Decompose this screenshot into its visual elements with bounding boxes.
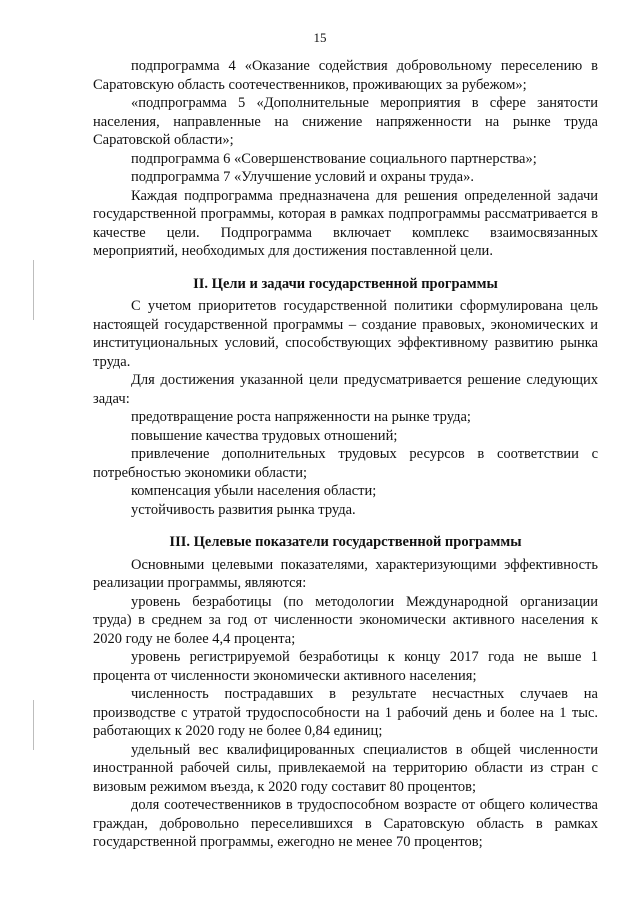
indicator-item: удельный вес квалифицированных специалистов в общей численности иностранной рабочей силы, привлекаемой на территорию области из стран с визовым режимом въезда, к 2020 году составит 80 процентов;: [93, 741, 598, 795]
paragraph-subprogram-purpose: Каждая подпрограмма предназначена для решения определенной задачи государственной программы, которая в рамках подпрограммы рассматривается в качестве цели. Подпрограмма включает комплекс взаимосвязанных мероприятий, необходимых для достижения поставленной цели.: [93, 187, 598, 259]
paragraph-subprogram-6: подпрограмма 6 «Совершенствование социального партнерства»;: [131, 150, 537, 167]
indicator-item: доля соотечественников в трудоспособном возрасте от общего количества граждан, добровольно переселившихся в Саратовскую область в рамках государственной программы, ежегодно не менее 70 процентов;: [93, 797, 598, 850]
paragraph-subprogram-4: подпрограмма 4 «Оказание содействия добровольному переселению в Саратовскую область соотечественников, проживающих за рубежом»;: [93, 58, 598, 93]
indicator-item: уровень безработицы (по методологии Международной организации труда) в среднем за год от численности экономически активного населения к 2020 году не более 4,4 процента;: [93, 593, 598, 647]
paragraph-tasks-intro: Для достижения указанной цели предусматривается решение следующих задач:: [93, 372, 598, 407]
task-item: предотвращение роста напряженности на рынке труда;: [131, 409, 471, 425]
paragraph-goal: С учетом приоритетов государственной политики сформулирована цель настоящей государственной программы – создание правовых, экономических и институциональных условий, способствующих эффективному развитию рынка труда.: [93, 298, 598, 370]
paragraph-indicators-intro: Основными целевыми показателями, характеризующими эффективность реализации программы, являются:: [93, 556, 598, 591]
paragraph-subprogram-7: подпрограмма 7 «Улучшение условий и охраны труда».: [131, 169, 474, 185]
paragraph-subprogram-5: «подпрограмма 5 «Дополнительные мероприятия в сфере занятости населения, направленные на снижение напряженности на рынке труда Саратовской области»;: [93, 95, 598, 148]
task-item: устойчивость развития рынка труда.: [131, 501, 356, 518]
document-body: [93, 57, 598, 852]
task-item: привлечение дополнительных трудовых ресурсов в соответствии с потребностью экономики области;: [93, 446, 598, 481]
scan-margin-mark: [33, 700, 34, 750]
page-number: 15: [313, 30, 327, 45]
task-item: повышение качества трудовых отношений;: [131, 427, 398, 444]
section-heading-goals: II. Цели и задачи государственной программы: [193, 275, 498, 292]
indicator-item: уровень регистрируемой безработицы к концу 2017 года не выше 1 процента от численности экономически активного населения;: [93, 649, 598, 684]
scan-margin-mark: [33, 260, 34, 320]
indicator-item: численность пострадавших в результате несчастных случаев на производстве с утратой трудоспособности на 1 рабочий день и более на 1 тыс. работающих к 2020 году не более 0,84 единиц;: [93, 686, 598, 739]
section-heading-indicators: III. Целевые показатели государственной программы: [169, 534, 522, 550]
task-item: компенсация убыли населения области;: [131, 483, 377, 499]
